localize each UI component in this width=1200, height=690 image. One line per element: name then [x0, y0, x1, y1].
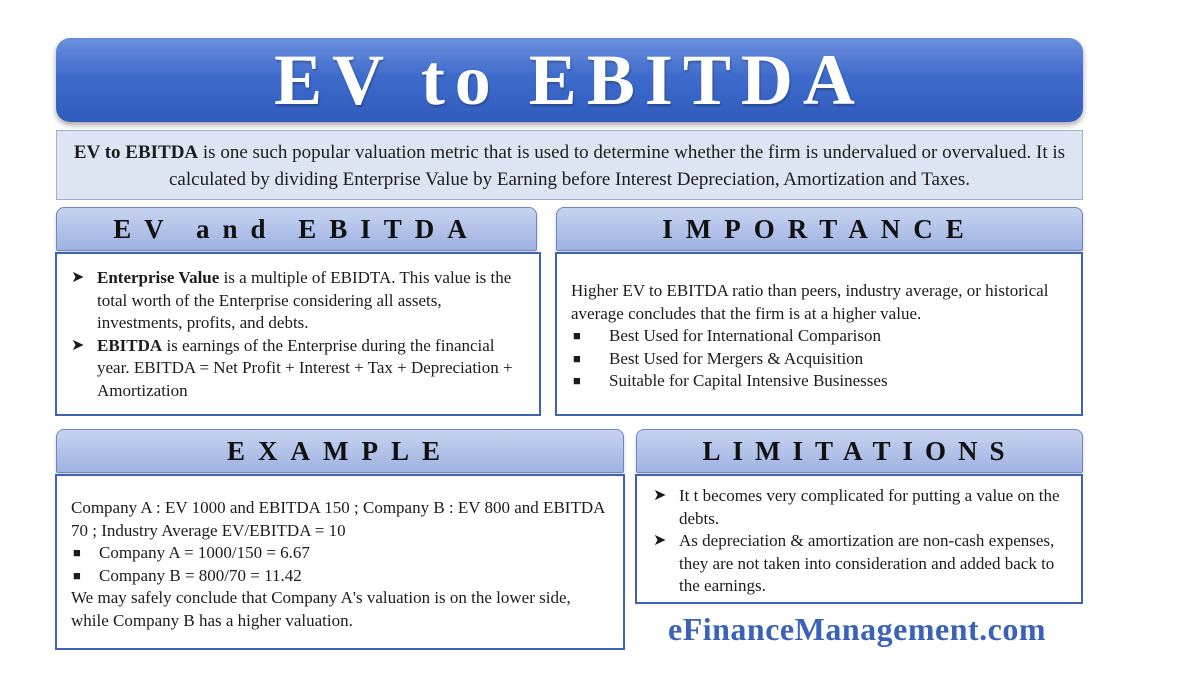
item-text: It t becomes very complicated for putting a value on the debts. — [679, 486, 1060, 528]
page-title: EV to EBITDA — [274, 40, 865, 120]
importance-heading-text: IMPORTANCE — [662, 213, 977, 244]
arrow-bullet-icon: ➤ — [653, 487, 667, 504]
ev-ebitda-list — [71, 267, 527, 402]
example-conclusion: We may safely conclude that Company A's valuation is on the lower side, while Company B has a higher valuation. — [71, 588, 571, 630]
importance-text: Higher EV to EBITDA ratio than peers, industry average, or historical average concludes that the firm is at a higher value. — [571, 281, 1049, 323]
ev-ebitda-heading-text: EV and EBITDA — [113, 213, 480, 244]
square-bullet-icon: ■ — [73, 567, 81, 583]
arrow-bullet-icon: ➤ — [71, 269, 85, 286]
list-item — [571, 325, 1067, 348]
item-text: Best Used for Mergers & Acquisition — [609, 348, 864, 368]
list-item — [71, 565, 611, 588]
ev-ebitda-heading — [56, 207, 537, 251]
item-text: is a multiple of EBIDTA. This value is the total worth of the Enterprise considering all assets, investments, profits, and debts. — [97, 268, 512, 332]
importance-box — [555, 252, 1083, 416]
square-bullet-icon: ■ — [573, 350, 581, 366]
limitations-list — [653, 485, 1071, 598]
importance-heading — [556, 207, 1083, 251]
brand-logo-text: eFinanceManagement.com — [667, 611, 1046, 647]
item-text: Company B = 800/70 = 11.42 — [99, 565, 302, 585]
arrow-bullet-icon: ➤ — [71, 336, 85, 354]
title-banner — [56, 38, 1083, 122]
item-text: Best Used for International Comparison — [609, 326, 881, 345]
list-item — [571, 348, 1067, 371]
importance-list — [571, 325, 1067, 393]
intro-box — [56, 130, 1083, 200]
square-bullet-icon: ■ — [573, 373, 581, 388]
item-text: Company A = 1000/150 = 6.67 — [99, 543, 310, 562]
intro-bold: EV to EBITDA — [73, 142, 199, 163]
list-item — [653, 530, 1071, 598]
list-item — [571, 370, 1067, 393]
list-item — [653, 485, 1071, 530]
item-text: is earnings of the Enterprise during the financial year. EBITDA = Net Profit + Interest + Tax + Depreciation + Amortization — [97, 335, 513, 400]
arrow-bullet-icon: ➤ — [653, 532, 667, 549]
example-box — [55, 474, 625, 650]
square-bullet-icon: ■ — [573, 328, 581, 343]
intro-text: is one such popular valuation metric that is used to determine whether the firm is undervalued or overvalued. It is calculated by dividing Enterprise Value by Earning before Interest Depreciation, Amortization and Taxes. — [169, 142, 1066, 190]
item-bold: EBITDA — [97, 335, 163, 355]
example-heading — [56, 429, 624, 473]
item-bold: Enterprise Value — [97, 268, 220, 287]
list-item — [71, 267, 527, 335]
limitations-heading-text: LIMITATIONS — [702, 435, 1017, 466]
example-heading-text: EXAMPLE — [227, 435, 453, 466]
example-list — [71, 542, 611, 587]
example-text: Company A : EV 1000 and EBITDA 150 ; Company B : EV 800 and EBITDA 70 ; Industry Average EV/EBITDA = 10 — [71, 498, 605, 540]
item-text: As depreciation & amortization are non-cash expenses, they are not taken into consideration and added back to the earnings. — [679, 531, 1055, 595]
limitations-box — [635, 474, 1083, 604]
item-text: Suitable for Capital Intensive Businesses — [609, 371, 888, 390]
limitations-heading — [636, 429, 1083, 473]
ev-ebitda-box — [55, 252, 541, 416]
list-item — [71, 335, 527, 403]
list-item — [71, 542, 611, 565]
square-bullet-icon: ■ — [73, 545, 81, 560]
